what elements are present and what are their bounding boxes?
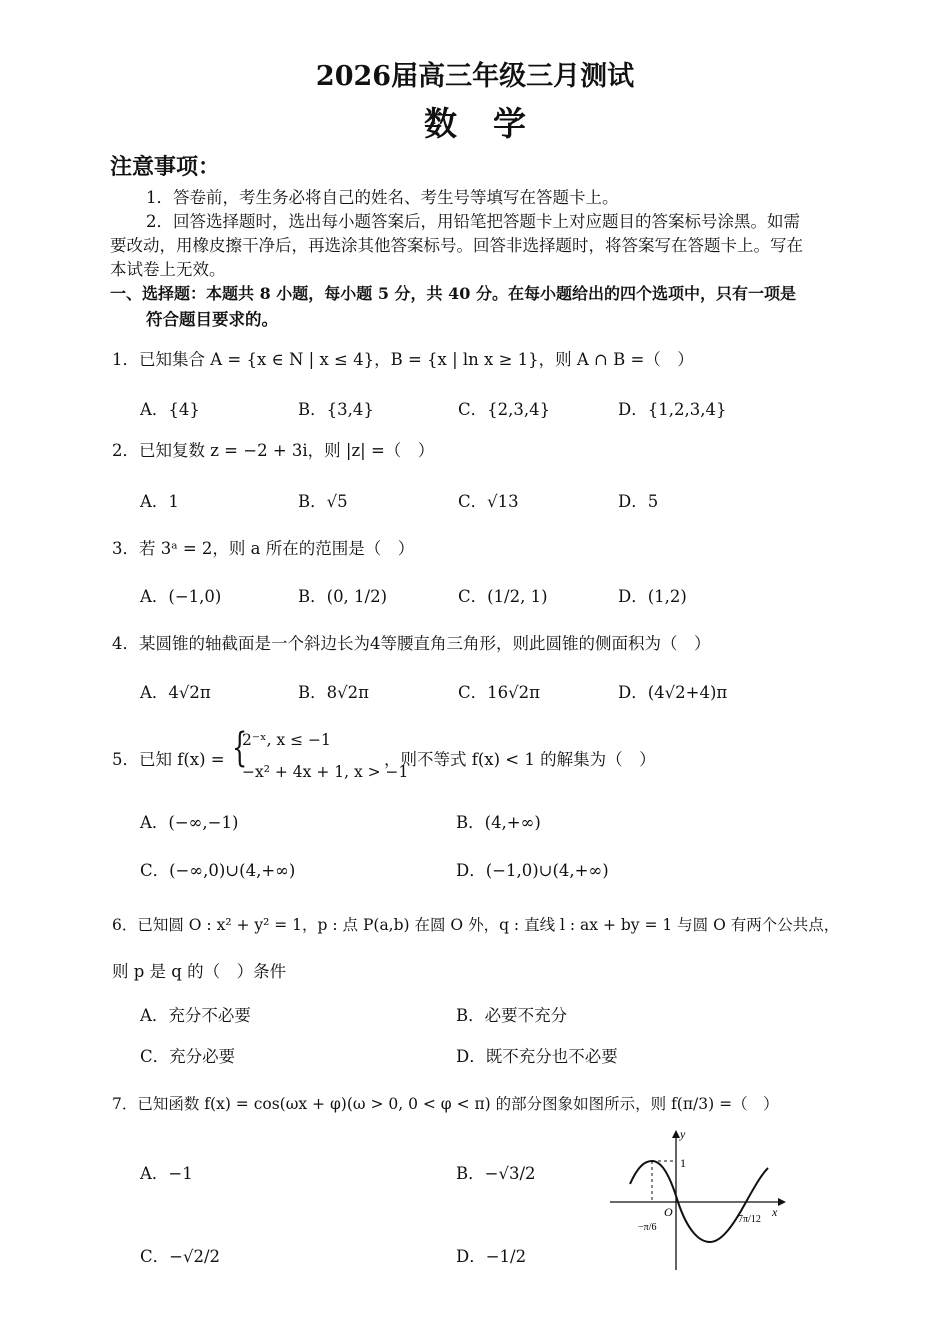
question-5-option-b: B．(4,+∞) xyxy=(456,813,541,832)
question-6-option-b: B．必要不充分 xyxy=(456,1006,568,1025)
question-3-option-a: A．(−1,0) xyxy=(140,587,222,606)
question-7-option-d: D．−1/2 xyxy=(456,1247,527,1266)
y-axis-arrow xyxy=(672,1130,680,1138)
question-2-option-b: B．√5 xyxy=(298,492,348,511)
question-4-option-d: D．(4√2+4)π xyxy=(618,683,728,702)
question-4-option-c: C．16√2π xyxy=(458,683,540,702)
question-5-option-d: D．(−1,0)∪(4,+∞) xyxy=(456,861,609,880)
note-item-2-line-3: 本试卷上无效。 xyxy=(110,260,226,279)
question-5-case-2: −x² + 4x + 1, x > −1 xyxy=(242,763,409,781)
question-6-option-a: A．充分不必要 xyxy=(140,1006,251,1025)
question-2-stem: 2．已知复数 z = −2 + 3i，则 |z| =（ ） xyxy=(112,441,435,460)
piecewise-brace: { xyxy=(232,725,248,771)
question-5-option-a: A．(−∞,−1) xyxy=(140,813,239,832)
section-1-heading-cont: 符合题目要求的。 xyxy=(146,310,278,329)
question-1-option-a: A．{4} xyxy=(140,400,200,419)
note-item-1: 1．答卷前，考生务必将自己的姓名、考生号等填写在答题卡上。 xyxy=(146,188,619,207)
question-4-option-a: A．4√2π xyxy=(140,683,211,702)
question-3-option-c: C．(1/2, 1) xyxy=(458,587,548,606)
question-7-option-c: C．−√2/2 xyxy=(140,1247,221,1266)
exam-subject: 数学 xyxy=(424,104,562,143)
y-tick-label: 1 xyxy=(680,1156,686,1170)
question-7-stem: 7．已知函数 f(x) = cos(ωx + φ)(ω > 0, 0 < φ < π) 的部分图象如图所示，则 f(π/3) =（ ） xyxy=(112,1095,779,1113)
question-1-option-b: B．{3,4} xyxy=(298,400,374,419)
question-2-option-d: D．5 xyxy=(618,492,659,511)
question-2-option-a: A．1 xyxy=(140,492,179,511)
question-4-option-b: B．8√2π xyxy=(298,683,369,702)
y-axis-label: y xyxy=(680,1127,686,1141)
question-6-stem-line-2: 则 p 是 q 的（ ）条件 xyxy=(112,962,287,981)
question-3-option-d: D．(1,2) xyxy=(618,587,687,606)
note-item-2-line-2: 要改动，用橡皮擦干净后，再选涂其他答案标号。回答非选择题时，将答案写在答题卡上。写在 xyxy=(110,236,803,255)
exam-title: 2026届高三年级三月测试 xyxy=(315,61,635,92)
question-5-option-c: C．(−∞,0)∪(4,+∞) xyxy=(140,861,296,880)
question-5-case-1: 2⁻ˣ, x ≤ −1 xyxy=(242,731,331,749)
x-axis-label: x xyxy=(772,1205,778,1219)
question-1-option-c: C．{2,3,4} xyxy=(458,400,551,419)
cosine-graph xyxy=(610,1124,790,1270)
question-5-stem-suffix: ，则不等式 f(x) < 1 的解集为（ ） xyxy=(384,750,656,769)
question-1-option-d: D．{1,2,3,4} xyxy=(618,400,727,419)
x-axis-arrow xyxy=(778,1198,786,1206)
question-7-option-b: B．−√3/2 xyxy=(456,1164,536,1183)
note-item-2-line-1: 2．回答选择题时，选出每小题答案后，用铅笔把答题卡上对应题目的答案标号涂黑。如需 xyxy=(146,212,800,231)
x-tick-left-label: −π/6 xyxy=(638,1222,657,1233)
question-2-option-c: C．√13 xyxy=(458,492,519,511)
question-6-stem-line-1: 6．已知圆 O : x² + y² = 1，p : 点 P(a,b) 在圆 O 外，q : 直线 l : ax + by = 1 与圆 O 有两个公共点， xyxy=(112,916,840,934)
section-1-heading: 一、选择题：本题共 8 小题，每小题 5 分，共 40 分。在每小题给出的四个选项中，只有一项是 xyxy=(110,284,796,303)
question-3-stem: 3．若 3ᵃ = 2，则 a 所在的范围是（ ） xyxy=(112,539,415,558)
origin-label: O xyxy=(664,1205,673,1219)
question-3-option-b: B．(0, 1/2) xyxy=(298,587,388,606)
x-tick-right-label: 7π/12 xyxy=(738,1214,761,1225)
question-1-stem: 1．已知集合 A = {x ∈ N | x ≤ 4}，B = {x | ln x ≥ 1}，则 A ∩ B =（ ） xyxy=(112,350,694,369)
question-6-option-d: D．既不充分也不必要 xyxy=(456,1047,618,1066)
question-4-stem: 4．某圆锥的轴截面是一个斜边长为4等腰直角三角形，则此圆锥的侧面积为（ ） xyxy=(112,634,711,653)
question-6-option-c: C．充分必要 xyxy=(140,1047,236,1066)
question-5-stem-prefix: 5．已知 f(x) = xyxy=(112,750,225,769)
notes-heading: 注意事项： xyxy=(110,154,221,180)
question-7-option-a: A．−1 xyxy=(140,1164,193,1183)
